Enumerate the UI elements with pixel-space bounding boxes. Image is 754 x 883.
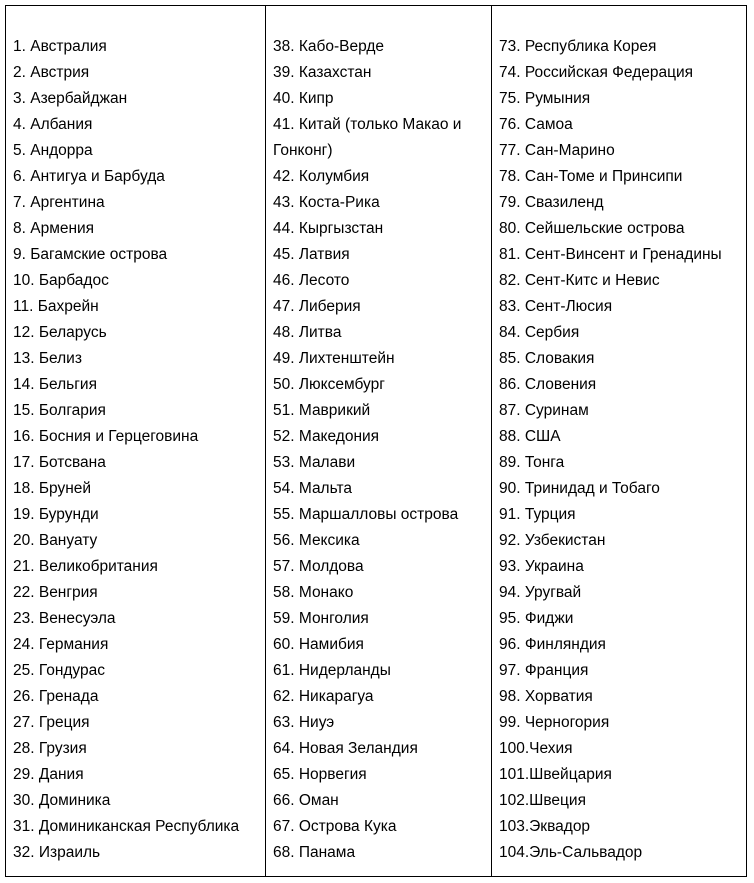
country-item: 26. Гренада <box>13 688 99 705</box>
country-item: 67. Острова Кука <box>273 818 397 835</box>
country-item: 46. Лесото <box>273 272 350 289</box>
country-item: 97. Франция <box>499 662 589 679</box>
country-item: 84. Сербия <box>499 324 580 341</box>
country-item: 83. Сент-Люсия <box>499 298 613 315</box>
country-item: 39. Казахстан <box>273 64 372 81</box>
country-item: 62. Никарагуа <box>273 688 374 705</box>
country-item: 80. Сейшельские острова <box>499 220 685 237</box>
country-item: 15. Болгария <box>13 402 106 419</box>
country-item: 38. Кабо-Верде <box>273 38 385 55</box>
country-item: 9. Багамские острова <box>13 246 168 263</box>
country-item: 51. Маврикий <box>273 402 371 419</box>
country-item: 100.Чехия <box>499 740 573 757</box>
country-item: 102.Швеция <box>499 792 586 809</box>
country-item: 73. Республика Корея <box>499 38 657 55</box>
countries-column-1 <box>6 6 265 876</box>
country-item: 29. Дания <box>13 766 84 783</box>
country-item: 20. Вануату <box>13 532 98 549</box>
country-item: 7. Аргентина <box>13 194 105 211</box>
country-item: 82. Сент-Китс и Невис <box>499 272 660 289</box>
country-item: 60. Намибия <box>273 636 364 653</box>
country-item: 3. Азербайджан <box>13 90 128 107</box>
country-item: 19. Бурунди <box>13 506 99 523</box>
country-item: 86. Словения <box>499 376 597 393</box>
country-item: 18. Бруней <box>13 480 92 497</box>
countries-column-2 <box>265 6 491 876</box>
country-item: 12. Беларусь <box>13 324 107 341</box>
country-item: 50. Люксембург <box>273 376 385 393</box>
country-item: 43. Коста-Рика <box>273 194 380 211</box>
country-item: 11. Бахрейн <box>13 298 99 315</box>
country-item: 59. Монголия <box>273 610 369 627</box>
country-item: 54. Мальта <box>273 480 353 497</box>
country-item: 91. Турция <box>499 506 576 523</box>
country-item: 94. Уругвай <box>499 584 582 601</box>
country-item: 87. Суринам <box>499 402 589 419</box>
country-item: 95. Фиджи <box>499 610 574 627</box>
country-item: 65. Норвегия <box>273 766 367 783</box>
country-item: 14. Бельгия <box>13 376 97 393</box>
country-item: 85. Словакия <box>499 350 595 367</box>
country-item: 56. Мексика <box>273 532 360 549</box>
country-item: 55. Маршалловы острова <box>273 506 459 523</box>
country-item: 28. Грузия <box>13 740 87 757</box>
country-item: 45. Латвия <box>273 246 350 263</box>
country-item: 17. Ботсвана <box>13 454 106 471</box>
country-item: 41. Китай (только Макао и Гонконг) <box>273 116 462 159</box>
country-item: 89. Тонга <box>499 454 565 471</box>
country-item: 24. Германия <box>13 636 109 653</box>
country-item: 31. Доминиканская Республика <box>13 818 240 835</box>
country-item: 88. США <box>499 428 561 445</box>
country-item: 79. Свазиленд <box>499 194 604 211</box>
country-item: 58. Монако <box>273 584 354 601</box>
country-item: 78. Сан-Томе и Принсипи <box>499 168 683 185</box>
country-item: 40. Кипр <box>273 90 334 107</box>
country-item: 49. Лихтенштейн <box>273 350 395 367</box>
country-item: 13. Белиз <box>13 350 82 367</box>
country-item: 66. Оман <box>273 792 339 809</box>
country-item: 76. Самоа <box>499 116 573 133</box>
countries-column-3 <box>491 6 746 876</box>
country-item: 90. Тринидад и Тобаго <box>499 480 660 497</box>
country-item: 75. Румыния <box>499 90 591 107</box>
country-item: 10. Барбадос <box>13 272 109 289</box>
country-item: 81. Сент-Винсент и Гренадины <box>499 246 722 263</box>
country-item: 99. Черногория <box>499 714 610 731</box>
countries-table <box>5 5 747 877</box>
country-item: 93. Украина <box>499 558 584 575</box>
country-item: 44. Кыргызстан <box>273 220 384 237</box>
country-item: 98. Хорватия <box>499 688 593 705</box>
country-item: 96. Финляндия <box>499 636 606 653</box>
country-item: 25. Гондурас <box>13 662 106 679</box>
country-item: 64. Новая Зеландия <box>273 740 418 757</box>
country-item: 77. Сан-Марино <box>499 142 615 159</box>
country-item: 63. Ниуэ <box>273 714 335 731</box>
country-item: 6. Антигуа и Барбуда <box>13 168 165 185</box>
country-item: 5. Андорра <box>13 142 93 159</box>
country-item: 68. Панама <box>273 844 356 861</box>
country-item: 4. Албания <box>13 116 93 133</box>
country-item: 23. Венесуэла <box>13 610 116 627</box>
country-item: 52. Македония <box>273 428 380 445</box>
country-item: 42. Колумбия <box>273 168 370 185</box>
country-item: 103.Эквадор <box>499 818 591 835</box>
country-item: 101.Швейцария <box>499 766 612 783</box>
country-item: 8. Армения <box>13 220 95 237</box>
country-item: 48. Литва <box>273 324 342 341</box>
country-item: 1. Австралия <box>13 38 107 55</box>
country-item: 27. Греция <box>13 714 90 731</box>
country-item: 21. Великобритания <box>13 558 158 575</box>
country-item: 61. Нидерланды <box>273 662 391 679</box>
country-item: 30. Доминика <box>13 792 111 809</box>
country-item: 16. Босния и Герцеговина <box>13 428 199 445</box>
country-item: 32. Израиль <box>13 844 101 861</box>
country-item: 22. Венгрия <box>13 584 98 601</box>
country-item: 47. Либерия <box>273 298 361 315</box>
country-item: 57. Молдова <box>273 558 364 575</box>
country-item: 92. Узбекистан <box>499 532 606 549</box>
country-item: 2. Австрия <box>13 64 90 81</box>
country-item: 53. Малави <box>273 454 356 471</box>
country-item: 74. Российская Федерация <box>499 64 694 81</box>
country-item: 104.Эль-Сальвадор <box>499 844 643 861</box>
